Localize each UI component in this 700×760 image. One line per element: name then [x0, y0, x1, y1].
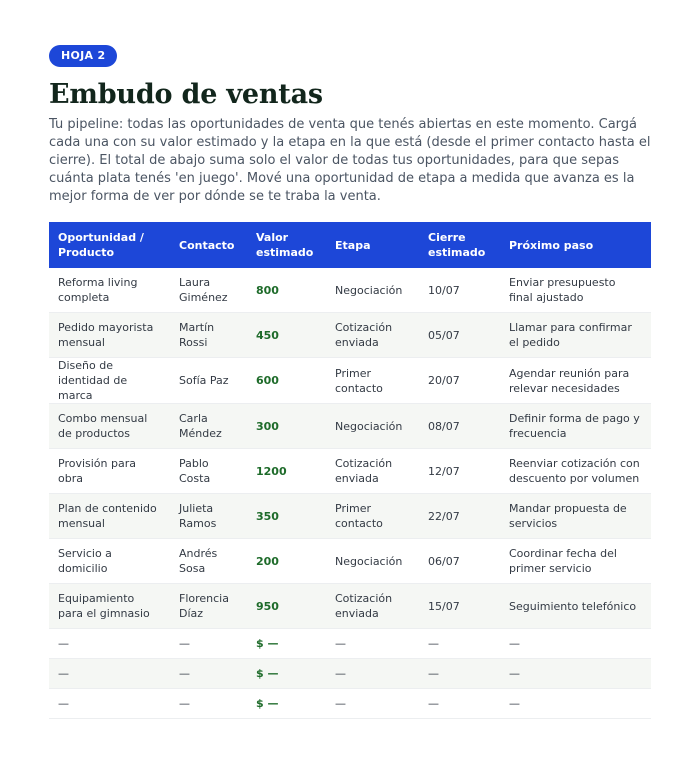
header-contact: Contacto	[170, 222, 247, 268]
cell-opportunity[interactable]: Combo mensual de productos	[49, 404, 170, 449]
cell-contact[interactable]: —	[170, 659, 247, 689]
cell-stage[interactable]: Negociación	[326, 539, 419, 584]
table-row	[49, 268, 651, 313]
header-row	[49, 222, 651, 268]
cell-close[interactable]: 12/07	[419, 449, 500, 494]
cell-opportunity[interactable]: Diseño de identidad de marca	[49, 358, 170, 404]
cell-stage[interactable]: Cotización enviada	[326, 584, 419, 629]
cell-opportunity[interactable]: Plan de contenido mensual	[49, 494, 170, 539]
cell-stage[interactable]: Cotización enviada	[326, 313, 419, 358]
table-row	[49, 313, 651, 358]
cell-next-step[interactable]: Seguimiento telefónico	[500, 584, 651, 629]
cell-contact[interactable]: Andrés Sosa	[170, 539, 247, 584]
cell-opportunity[interactable]: Provisión para obra	[49, 449, 170, 494]
cell-next-step[interactable]: Enviar presupuesto final ajustado	[500, 268, 651, 313]
cell-next-step[interactable]: —	[500, 659, 651, 689]
cell-contact[interactable]: Florencia Díaz	[170, 584, 247, 629]
cell-contact[interactable]: —	[170, 629, 247, 659]
cell-close[interactable]: 20/07	[419, 358, 500, 404]
cell-stage[interactable]: Primer contacto	[326, 358, 419, 404]
cell-close[interactable]: —	[419, 629, 500, 659]
cell-value[interactable]: $ —	[247, 629, 326, 659]
table-row	[49, 404, 651, 449]
cell-opportunity[interactable]: Servicio a domicilio	[49, 539, 170, 584]
cell-contact[interactable]: Sofía Paz	[170, 358, 247, 404]
sheet-badge: HOJA 2	[49, 45, 117, 67]
cell-close[interactable]: —	[419, 689, 500, 719]
table-row	[49, 449, 651, 494]
cell-value[interactable]: 450	[247, 313, 326, 358]
cell-contact[interactable]: Pablo Costa	[170, 449, 247, 494]
cell-next-step[interactable]: —	[500, 689, 651, 719]
cell-next-step[interactable]: Agendar reunión para relevar necesidades	[500, 358, 651, 404]
cell-opportunity[interactable]: —	[49, 629, 170, 659]
cell-value[interactable]: $ —	[247, 689, 326, 719]
cell-close[interactable]: 22/07	[419, 494, 500, 539]
cell-stage[interactable]: Negociación	[326, 268, 419, 313]
cell-value[interactable]: 1200	[247, 449, 326, 494]
cell-contact[interactable]: Julieta Ramos	[170, 494, 247, 539]
blank-row	[49, 629, 651, 659]
cell-next-step[interactable]: Reenviar cotización con descuento por volumen	[500, 449, 651, 494]
cell-close[interactable]: 10/07	[419, 268, 500, 313]
pipeline-table	[49, 222, 651, 719]
cell-value[interactable]: 800	[247, 268, 326, 313]
table-header	[49, 222, 651, 268]
cell-value[interactable]: $ —	[247, 659, 326, 689]
cell-stage[interactable]: Primer contacto	[326, 494, 419, 539]
header-value: Valor estimado	[247, 222, 326, 268]
cell-contact[interactable]: —	[170, 689, 247, 719]
cell-close[interactable]: 06/07	[419, 539, 500, 584]
cell-opportunity[interactable]: Equipamiento para el gimnasio	[49, 584, 170, 629]
header-opportunity: Oportunidad / Producto	[49, 222, 170, 268]
header-stage: Etapa	[326, 222, 419, 268]
cell-next-step[interactable]: Mandar propuesta de servicios	[500, 494, 651, 539]
cell-next-step[interactable]: Definir forma de pago y frecuencia	[500, 404, 651, 449]
cell-value[interactable]: 350	[247, 494, 326, 539]
cell-value[interactable]: 950	[247, 584, 326, 629]
cell-stage[interactable]: Negociación	[326, 404, 419, 449]
blank-row	[49, 659, 651, 689]
table-row	[49, 539, 651, 584]
header-close: Cierre estimado	[419, 222, 500, 268]
page-title: Embudo de ventas	[49, 79, 323, 110]
cell-stage[interactable]: Cotización enviada	[326, 449, 419, 494]
cell-value[interactable]: 600	[247, 358, 326, 404]
cell-close[interactable]: 05/07	[419, 313, 500, 358]
cell-close[interactable]: 08/07	[419, 404, 500, 449]
blank-row	[49, 689, 651, 719]
cell-value[interactable]: 300	[247, 404, 326, 449]
cell-next-step[interactable]: Llamar para confirmar el pedido	[500, 313, 651, 358]
cell-stage[interactable]: —	[326, 689, 419, 719]
cell-opportunity[interactable]: Reforma living completa	[49, 268, 170, 313]
cell-next-step[interactable]: Coordinar fecha del primer servicio	[500, 539, 651, 584]
cell-stage[interactable]: —	[326, 629, 419, 659]
header-next-step: Próximo paso	[500, 222, 651, 268]
table-body	[49, 268, 651, 719]
cell-opportunity[interactable]: —	[49, 659, 170, 689]
cell-value[interactable]: 200	[247, 539, 326, 584]
cell-close[interactable]: —	[419, 659, 500, 689]
cell-opportunity[interactable]: Pedido mayorista mensual	[49, 313, 170, 358]
table-row	[49, 584, 651, 629]
cell-contact[interactable]: Laura Giménez	[170, 268, 247, 313]
table-row	[49, 358, 651, 404]
cell-contact[interactable]: Carla Méndez	[170, 404, 247, 449]
intro-paragraph: Tu pipeline: todas las oportunidades de venta que tenés abiertas en este momento. Cargá cada una con su valor estimado y la etapa en la que está (desde el primer contacto hasta el cierre). El total de abajo suma solo el valor de todas tus oportunidades, para que sepas cuánta plata tenés 'en juego'. Mové una oportunidad de etapa a medida que avanza es la mejor forma de ver por dónde se te traba la venta.	[49, 117, 651, 204]
cell-next-step[interactable]: —	[500, 629, 651, 659]
cell-stage[interactable]: —	[326, 659, 419, 689]
cell-opportunity[interactable]: —	[49, 689, 170, 719]
table-row	[49, 494, 651, 539]
cell-contact[interactable]: Martín Rossi	[170, 313, 247, 358]
cell-close[interactable]: 15/07	[419, 584, 500, 629]
